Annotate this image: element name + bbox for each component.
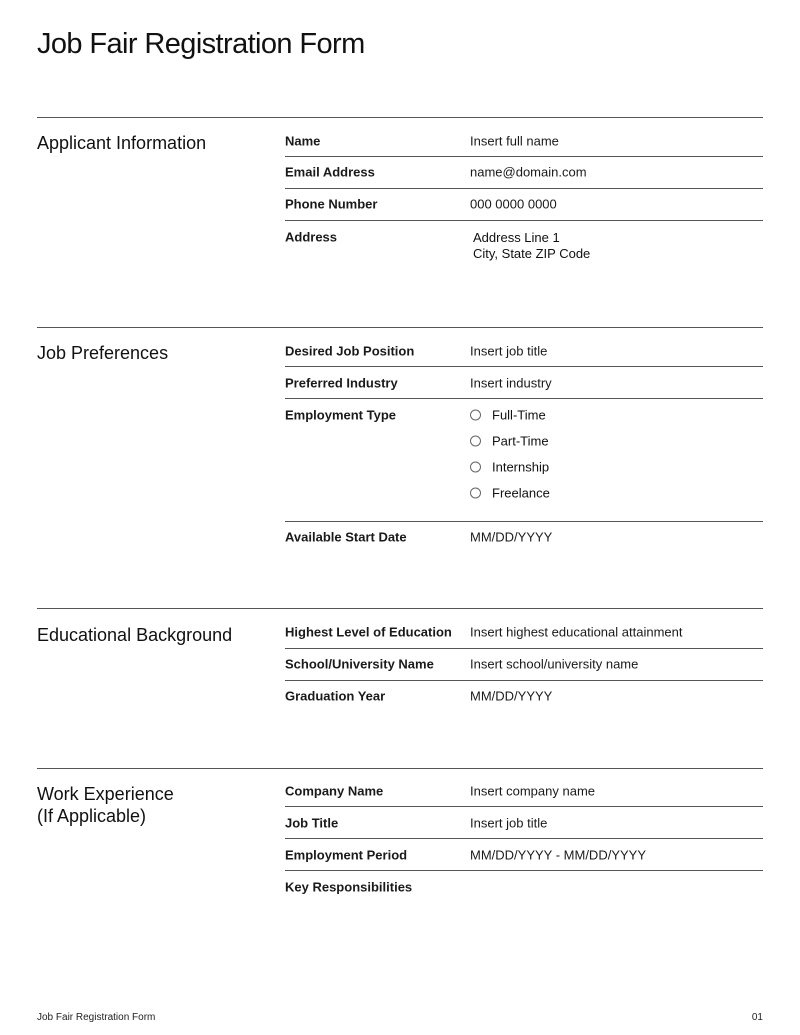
row-divider bbox=[285, 521, 763, 522]
section-divider bbox=[37, 608, 763, 609]
radio-full-time[interactable] bbox=[470, 408, 546, 423]
radio-internship[interactable] bbox=[470, 460, 549, 475]
graduation-label: Graduation Year bbox=[285, 688, 386, 704]
industry-field[interactable]: Insert industry bbox=[470, 375, 552, 391]
radio-circle-icon bbox=[470, 410, 481, 421]
radio-freelance[interactable] bbox=[470, 486, 550, 501]
radio-label: Full-Time bbox=[492, 407, 546, 423]
industry-label: Preferred Industry bbox=[285, 375, 398, 391]
page-title: Job Fair Registration Form bbox=[37, 28, 365, 60]
section-heading-applicant: Applicant Information bbox=[37, 133, 207, 153]
email-field[interactable]: name@domain.com bbox=[470, 164, 587, 180]
phone-label: Phone Number bbox=[285, 196, 378, 212]
address-field[interactable] bbox=[473, 230, 590, 262]
section-divider bbox=[37, 768, 763, 769]
section-heading-education: Educational Background bbox=[37, 625, 233, 645]
row-divider bbox=[285, 680, 763, 681]
start-date-label: Available Start Date bbox=[285, 529, 407, 545]
footer-title: Job Fair Registration Form bbox=[37, 1012, 156, 1023]
heading-line: (If Applicable) bbox=[37, 806, 147, 826]
row-divider bbox=[285, 806, 763, 807]
education-level-field[interactable]: Insert highest educational attainment bbox=[470, 624, 683, 640]
heading-line: Work Experience bbox=[37, 784, 174, 804]
education-level-label: Highest Level of Education bbox=[285, 624, 452, 640]
phone-field[interactable]: 000 0000 0000 bbox=[470, 196, 557, 212]
position-field[interactable]: Insert job title bbox=[470, 343, 548, 359]
name-field[interactable]: Insert full name bbox=[470, 133, 559, 149]
period-label: Employment Period bbox=[285, 847, 408, 863]
job-title-field[interactable]: Insert job title bbox=[470, 815, 548, 831]
job-title-label: Job Title bbox=[285, 815, 339, 831]
address-line1: Address Line 1 bbox=[473, 230, 560, 245]
name-label: Name bbox=[285, 133, 321, 149]
employment-type-label: Employment Type bbox=[285, 407, 397, 423]
email-label: Email Address bbox=[285, 164, 375, 180]
row-divider bbox=[285, 648, 763, 649]
period-field[interactable]: MM/DD/YYYY - MM/DD/YYYY bbox=[470, 847, 647, 863]
radio-label: Part-Time bbox=[492, 433, 549, 449]
radio-circle-icon bbox=[470, 462, 481, 473]
section-heading-work bbox=[37, 783, 174, 827]
radio-circle-icon bbox=[470, 488, 481, 499]
section-heading-preferences: Job Preferences bbox=[37, 343, 169, 363]
company-label: Company Name bbox=[285, 783, 384, 799]
school-label: School/University Name bbox=[285, 656, 434, 672]
section-divider bbox=[37, 327, 763, 328]
row-divider bbox=[285, 398, 763, 399]
responsibilities-label: Key Responsibilities bbox=[285, 879, 413, 895]
row-divider bbox=[285, 870, 763, 871]
school-field[interactable]: Insert school/university name bbox=[470, 656, 639, 672]
radio-label: Freelance bbox=[492, 485, 550, 501]
row-divider bbox=[285, 220, 763, 221]
company-field[interactable]: Insert company name bbox=[470, 783, 596, 799]
position-label: Desired Job Position bbox=[285, 343, 415, 359]
row-divider bbox=[285, 366, 763, 367]
address-line2: City, State ZIP Code bbox=[473, 246, 591, 261]
radio-part-time[interactable] bbox=[470, 434, 549, 449]
radio-circle-icon bbox=[470, 436, 481, 447]
section-divider bbox=[37, 117, 763, 118]
start-date-field[interactable]: MM/DD/YYYY bbox=[470, 529, 553, 545]
row-divider bbox=[285, 156, 763, 157]
row-divider bbox=[285, 188, 763, 189]
radio-label: Internship bbox=[492, 459, 550, 475]
graduation-field[interactable]: MM/DD/YYYY bbox=[470, 688, 553, 704]
address-label: Address bbox=[285, 229, 338, 245]
row-divider bbox=[285, 838, 763, 839]
page-number: 01 bbox=[751, 1012, 763, 1023]
